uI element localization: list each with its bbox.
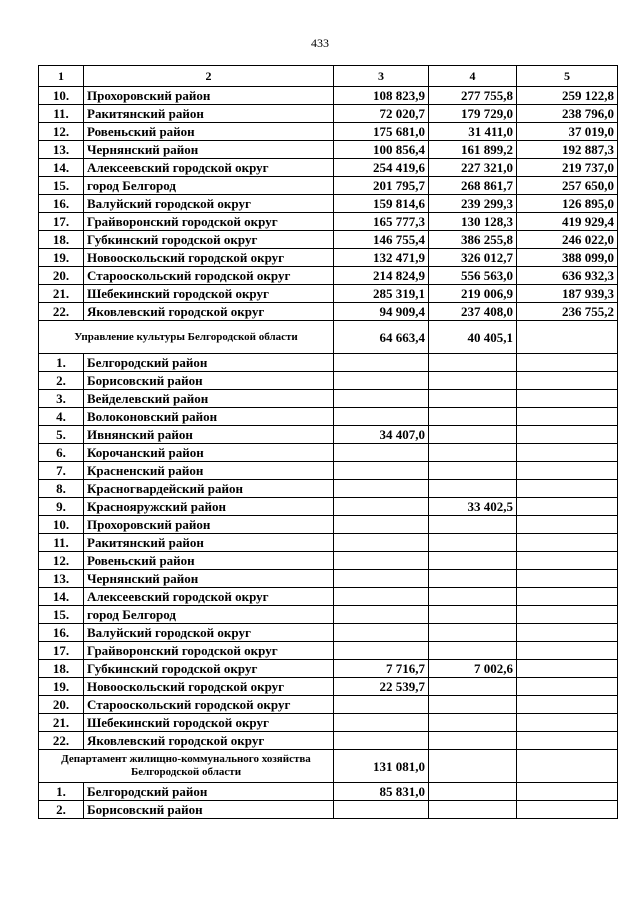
- value-col5: [517, 732, 618, 750]
- table-row: [39, 285, 618, 303]
- table-row: [39, 159, 618, 177]
- value-col5: 192 887,3: [517, 141, 618, 159]
- table-row: [39, 390, 618, 408]
- value-col5: [517, 801, 618, 819]
- section-total-c5: [517, 750, 618, 783]
- row-name: Красненский район: [84, 462, 334, 480]
- value-col5: 636 932,3: [517, 267, 618, 285]
- table-row: [39, 606, 618, 624]
- table-row: [39, 231, 618, 249]
- value-col3: 165 777,3: [334, 213, 429, 231]
- section-header-row: [39, 321, 618, 354]
- value-col4: [429, 552, 517, 570]
- row-name: Шебекинский городской округ: [84, 285, 334, 303]
- table-row: [39, 249, 618, 267]
- header-cell: 2: [84, 66, 334, 87]
- row-name: Новооскольский городской округ: [84, 678, 334, 696]
- value-col4: [429, 801, 517, 819]
- value-col4: [429, 534, 517, 552]
- table-row: [39, 267, 618, 285]
- value-col5: [517, 660, 618, 678]
- value-col5: 238 796,0: [517, 105, 618, 123]
- row-number: 14.: [39, 588, 84, 606]
- value-col4: 7 002,6: [429, 660, 517, 678]
- value-col3: 72 020,7: [334, 105, 429, 123]
- row-name: Валуйский городской округ: [84, 195, 334, 213]
- value-col3: [334, 390, 429, 408]
- row-name: Вейделевский район: [84, 390, 334, 408]
- row-name: Яковлевский городской округ: [84, 303, 334, 321]
- row-name: Чернянский район: [84, 570, 334, 588]
- value-col5: [517, 552, 618, 570]
- value-col5: 236 755,2: [517, 303, 618, 321]
- value-col5: [517, 714, 618, 732]
- value-col3: [334, 606, 429, 624]
- value-col5: [517, 372, 618, 390]
- row-number: 17.: [39, 642, 84, 660]
- value-col3: [334, 462, 429, 480]
- value-col5: [517, 570, 618, 588]
- row-number: 1.: [39, 783, 84, 801]
- row-name: Белгородский район: [84, 783, 334, 801]
- value-col3: [334, 732, 429, 750]
- section-title: Департамент жилищно-коммунального хозяйства Белгородской области: [39, 750, 334, 783]
- value-col4: [429, 372, 517, 390]
- row-number: 20.: [39, 696, 84, 714]
- value-col3: 159 814,6: [334, 195, 429, 213]
- value-col3: 285 319,1: [334, 285, 429, 303]
- row-name: Валуйский городской округ: [84, 624, 334, 642]
- row-name: Чернянский район: [84, 141, 334, 159]
- value-col4: 31 411,0: [429, 123, 517, 141]
- value-col3: [334, 444, 429, 462]
- row-number: 3.: [39, 390, 84, 408]
- value-col5: [517, 354, 618, 372]
- row-name: Ровеньский район: [84, 123, 334, 141]
- table-row: [39, 213, 618, 231]
- table-row: [39, 444, 618, 462]
- value-col4: 268 861,7: [429, 177, 517, 195]
- value-col3: 146 755,4: [334, 231, 429, 249]
- table-row: [39, 714, 618, 732]
- section-total-c3: 131 081,0: [334, 750, 429, 783]
- row-number: 21.: [39, 285, 84, 303]
- header-cell: 5: [517, 66, 618, 87]
- value-col4: 179 729,0: [429, 105, 517, 123]
- row-number: 19.: [39, 678, 84, 696]
- table-row: [39, 87, 618, 105]
- table-row: [39, 462, 618, 480]
- row-name: Прохоровский район: [84, 87, 334, 105]
- row-number: 5.: [39, 426, 84, 444]
- value-col3: [334, 552, 429, 570]
- row-number: 7.: [39, 462, 84, 480]
- row-number: 2.: [39, 801, 84, 819]
- row-name: Старооскольский городской округ: [84, 696, 334, 714]
- value-col3: [334, 372, 429, 390]
- table-row: [39, 552, 618, 570]
- value-col4: [429, 606, 517, 624]
- row-name: город Белгород: [84, 606, 334, 624]
- value-col3: [334, 642, 429, 660]
- value-col3: 22 539,7: [334, 678, 429, 696]
- row-number: 18.: [39, 660, 84, 678]
- value-col3: [334, 354, 429, 372]
- row-name: Яковлевский городской округ: [84, 732, 334, 750]
- row-number: 17.: [39, 213, 84, 231]
- section-total-c5: [517, 321, 618, 354]
- value-col3: [334, 570, 429, 588]
- table-row: [39, 588, 618, 606]
- table-row: [39, 570, 618, 588]
- table-row: [39, 783, 618, 801]
- table-row: [39, 660, 618, 678]
- value-col5: 388 099,0: [517, 249, 618, 267]
- value-col4: 556 563,0: [429, 267, 517, 285]
- row-name: Корочанский район: [84, 444, 334, 462]
- value-col4: [429, 696, 517, 714]
- value-col5: [517, 480, 618, 498]
- row-name: Старооскольский городской округ: [84, 267, 334, 285]
- value-col4: 227 321,0: [429, 159, 517, 177]
- row-number: 8.: [39, 480, 84, 498]
- row-number: 15.: [39, 177, 84, 195]
- table-row: [39, 141, 618, 159]
- value-col3: 85 831,0: [334, 783, 429, 801]
- table-row: [39, 177, 618, 195]
- row-number: 21.: [39, 714, 84, 732]
- header-cell: 3: [334, 66, 429, 87]
- value-col3: 132 471,9: [334, 249, 429, 267]
- header-cell: 1: [39, 66, 84, 87]
- row-number: 14.: [39, 159, 84, 177]
- value-col5: [517, 642, 618, 660]
- row-name: Белгородский район: [84, 354, 334, 372]
- table-row: [39, 516, 618, 534]
- row-number: 10.: [39, 516, 84, 534]
- row-number: 18.: [39, 231, 84, 249]
- row-number: 15.: [39, 606, 84, 624]
- row-name: Грайворонский городской округ: [84, 642, 334, 660]
- value-col4: [429, 570, 517, 588]
- row-number: 11.: [39, 534, 84, 552]
- row-number: 10.: [39, 87, 84, 105]
- value-col4: [429, 642, 517, 660]
- value-col5: 37 019,0: [517, 123, 618, 141]
- row-name: Прохоровский район: [84, 516, 334, 534]
- value-col5: [517, 462, 618, 480]
- value-col4: [429, 783, 517, 801]
- value-col5: [517, 390, 618, 408]
- row-name: Ровеньский район: [84, 552, 334, 570]
- table-header-row: [39, 66, 618, 87]
- row-number: 13.: [39, 570, 84, 588]
- value-col3: [334, 624, 429, 642]
- value-col4: [429, 678, 517, 696]
- row-number: 9.: [39, 498, 84, 516]
- row-number: 12.: [39, 552, 84, 570]
- value-col3: 175 681,0: [334, 123, 429, 141]
- table-row: [39, 303, 618, 321]
- value-col5: [517, 678, 618, 696]
- value-col5: 259 122,8: [517, 87, 618, 105]
- value-col3: [334, 534, 429, 552]
- value-col4: [429, 408, 517, 426]
- row-name: Борисовский район: [84, 801, 334, 819]
- value-col3: [334, 408, 429, 426]
- row-name: город Белгород: [84, 177, 334, 195]
- section-total-c3: 64 663,4: [334, 321, 429, 354]
- table-row: [39, 105, 618, 123]
- row-number: 22.: [39, 303, 84, 321]
- value-col5: 126 895,0: [517, 195, 618, 213]
- row-number: 13.: [39, 141, 84, 159]
- value-col3: [334, 480, 429, 498]
- value-col3: [334, 588, 429, 606]
- value-col3: 108 823,9: [334, 87, 429, 105]
- row-name: Волоконовский район: [84, 408, 334, 426]
- value-col4: [429, 462, 517, 480]
- table-row: [39, 801, 618, 819]
- header-cell: 4: [429, 66, 517, 87]
- row-name: Шебекинский городской округ: [84, 714, 334, 732]
- value-col3: [334, 714, 429, 732]
- table-row: [39, 678, 618, 696]
- value-col5: [517, 408, 618, 426]
- row-name: Алексеевский городской округ: [84, 588, 334, 606]
- value-col3: 254 419,6: [334, 159, 429, 177]
- value-col5: [517, 426, 618, 444]
- table-row: [39, 732, 618, 750]
- value-col4: [429, 390, 517, 408]
- value-col3: 7 716,7: [334, 660, 429, 678]
- table-row: [39, 696, 618, 714]
- value-col3: [334, 498, 429, 516]
- value-col5: 219 737,0: [517, 159, 618, 177]
- value-col5: [517, 444, 618, 462]
- value-col3: [334, 801, 429, 819]
- section-total-c4: 40 405,1: [429, 321, 517, 354]
- value-col5: [517, 498, 618, 516]
- value-col3: 100 856,4: [334, 141, 429, 159]
- table-row: [39, 534, 618, 552]
- section-header-row: [39, 750, 618, 783]
- row-name: Алексеевский городской округ: [84, 159, 334, 177]
- value-col3: 94 909,4: [334, 303, 429, 321]
- value-col3: 201 795,7: [334, 177, 429, 195]
- table-row: [39, 498, 618, 516]
- row-number: 12.: [39, 123, 84, 141]
- value-col4: [429, 588, 517, 606]
- table-row: [39, 642, 618, 660]
- value-col5: 419 929,4: [517, 213, 618, 231]
- value-col5: [517, 534, 618, 552]
- value-col4: 326 012,7: [429, 249, 517, 267]
- row-name: Ивнянский район: [84, 426, 334, 444]
- table-row: [39, 372, 618, 390]
- row-number: 22.: [39, 732, 84, 750]
- row-number: 19.: [39, 249, 84, 267]
- table-row: [39, 408, 618, 426]
- row-name: Ракитянский район: [84, 534, 334, 552]
- budget-table: [38, 65, 618, 819]
- value-col5: 187 939,3: [517, 285, 618, 303]
- table-row: [39, 123, 618, 141]
- section-total-c4: [429, 750, 517, 783]
- row-name: Ракитянский район: [84, 105, 334, 123]
- value-col5: 246 022,0: [517, 231, 618, 249]
- value-col5: 257 650,0: [517, 177, 618, 195]
- value-col5: [517, 516, 618, 534]
- value-col4: 386 255,8: [429, 231, 517, 249]
- row-name: Борисовский район: [84, 372, 334, 390]
- value-col4: [429, 624, 517, 642]
- value-col4: [429, 732, 517, 750]
- page-number: 433: [311, 36, 329, 50]
- value-col4: 33 402,5: [429, 498, 517, 516]
- value-col4: [429, 444, 517, 462]
- row-number: 20.: [39, 267, 84, 285]
- value-col5: [517, 588, 618, 606]
- value-col3: [334, 696, 429, 714]
- table-row: [39, 195, 618, 213]
- value-col4: [429, 480, 517, 498]
- value-col5: [517, 606, 618, 624]
- value-col3: 34 407,0: [334, 426, 429, 444]
- value-col3: 214 824,9: [334, 267, 429, 285]
- value-col5: [517, 783, 618, 801]
- section-title: Управление культуры Белгородской области: [39, 321, 334, 354]
- value-col3: [334, 516, 429, 534]
- value-col4: [429, 354, 517, 372]
- value-col4: 161 899,2: [429, 141, 517, 159]
- row-number: 1.: [39, 354, 84, 372]
- value-col4: [429, 426, 517, 444]
- row-number: 16.: [39, 195, 84, 213]
- value-col4: [429, 516, 517, 534]
- table-row: [39, 624, 618, 642]
- row-name: Новооскольский городской округ: [84, 249, 334, 267]
- table-row: [39, 354, 618, 372]
- table-row: [39, 426, 618, 444]
- value-col5: [517, 624, 618, 642]
- row-name: Губкинский городской округ: [84, 660, 334, 678]
- row-number: 4.: [39, 408, 84, 426]
- value-col4: [429, 714, 517, 732]
- row-number: 2.: [39, 372, 84, 390]
- row-name: Губкинский городской округ: [84, 231, 334, 249]
- value-col4: 237 408,0: [429, 303, 517, 321]
- row-number: 16.: [39, 624, 84, 642]
- value-col4: 219 006,9: [429, 285, 517, 303]
- value-col5: [517, 696, 618, 714]
- row-name: Краснояружский район: [84, 498, 334, 516]
- row-name: Красногвардейский район: [84, 480, 334, 498]
- row-number: 11.: [39, 105, 84, 123]
- table-row: [39, 480, 618, 498]
- row-name: Грайворонский городской округ: [84, 213, 334, 231]
- row-number: 6.: [39, 444, 84, 462]
- value-col4: 239 299,3: [429, 195, 517, 213]
- value-col4: 277 755,8: [429, 87, 517, 105]
- value-col4: 130 128,3: [429, 213, 517, 231]
